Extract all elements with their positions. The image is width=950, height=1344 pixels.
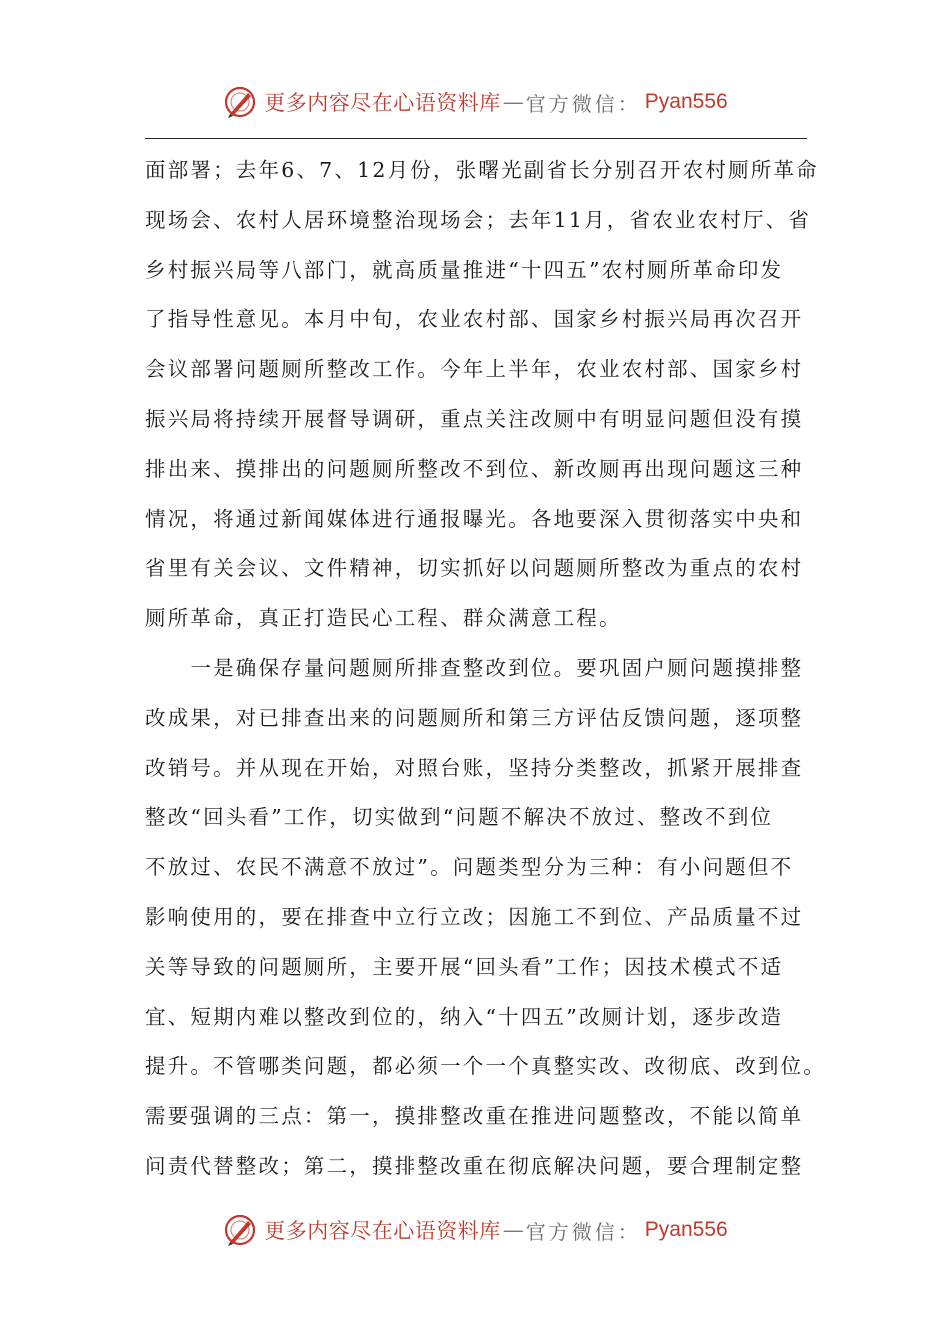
banner-wechat-label: 官方微信： (525, 91, 641, 116)
banner-wechat-id: Pyan556 (644, 90, 728, 113)
body-line: 面部署；去年6、7、12月份，张曙光副省长分别召开农村厕所革命 (145, 158, 819, 182)
body-line: 影响使用的，要在排查中立行立改；因施工不到位、产品质量不过 (145, 904, 804, 929)
body-line: 一是确保存量问题厕所排查整改到位。要巩固户厕问题摸排整 (145, 655, 804, 680)
body-line: 改销号。并从现在开始，对照台账，坚持分类整改，抓紧开展排查 (145, 755, 804, 780)
body-line: 改成果，对已排查出来的问题厕所和第三方评估反馈问题，逐项整 (145, 705, 804, 730)
banner-dash: — (502, 1218, 524, 1242)
body-line: 宜、短期内难以整改到位的，纳入“十四五”改厕计划，逐步改造 (145, 1004, 784, 1029)
body-line: 省里有关会议、文件精神，切实抓好以问题厕所整改为重点的农村 (145, 556, 804, 581)
pen-in-circle-icon (222, 84, 258, 120)
body-line: 关等导致的问题厕所，主要开展“回头看”工作；因技术模式不适 (145, 954, 784, 979)
pen-in-circle-icon (222, 1212, 258, 1248)
body-line: 情况，将通过新闻媒体进行通报曝光。各地要深入贯彻落实中央和 (145, 506, 804, 531)
body-line: 提升。不管哪类问题，都必须一个一个真整实改、改彻底、改到位。 (145, 1054, 826, 1079)
banner-wechat-label: 官方微信： (525, 1219, 641, 1244)
footer-banner (0, 1210, 950, 1250)
body-line: 振兴局将持续开展督导调研，重点关注改厕中有明显问题但没有摸 (145, 406, 804, 431)
body-line: 会议部署问题厕所整改工作。今年上半年，农业农村部、国家乡村 (145, 357, 804, 382)
body-line: 排出来、摸排出的问题厕所整改不到位、新改厕再出现问题这三种 (145, 456, 804, 481)
body-line: 需要强调的三点：第一，摸排整改重在推进问题整改，不能以简单 (145, 1104, 804, 1129)
body-line: 现场会、农村人居环境整治现场会；去年11月，省农业农村厅、省 (145, 207, 812, 232)
header-divider (145, 138, 807, 139)
header-banner (0, 82, 950, 122)
banner-slogan: 更多内容尽在心语资料库 (264, 91, 501, 115)
banner-dash: — (502, 90, 524, 114)
body-line: 乡村振兴局等八部门，就高质量推进“十四五”农村厕所革命印发 (145, 257, 784, 282)
body-line: 问责代替整改；第二，摸排整改重在彻底解决问题，要合理制定整 (145, 1153, 804, 1178)
banner-wechat-id: Pyan556 (644, 1218, 728, 1241)
banner-slogan: 更多内容尽在心语资料库 (264, 1219, 501, 1243)
body-line: 厕所革命，真正打造民心工程、群众满意工程。 (145, 606, 622, 631)
body-line: 了指导性意见。本月中旬，农业农村部、国家乡村振兴局再次召开 (145, 307, 804, 332)
body-line: 不放过、农民不满意不放过”。问题类型分为三种：有小问题但不 (145, 855, 794, 880)
document-body (145, 146, 825, 1192)
body-line: 整改“回头看”工作，切实做到“问题不解决不放过、整改不到位 (145, 805, 774, 830)
